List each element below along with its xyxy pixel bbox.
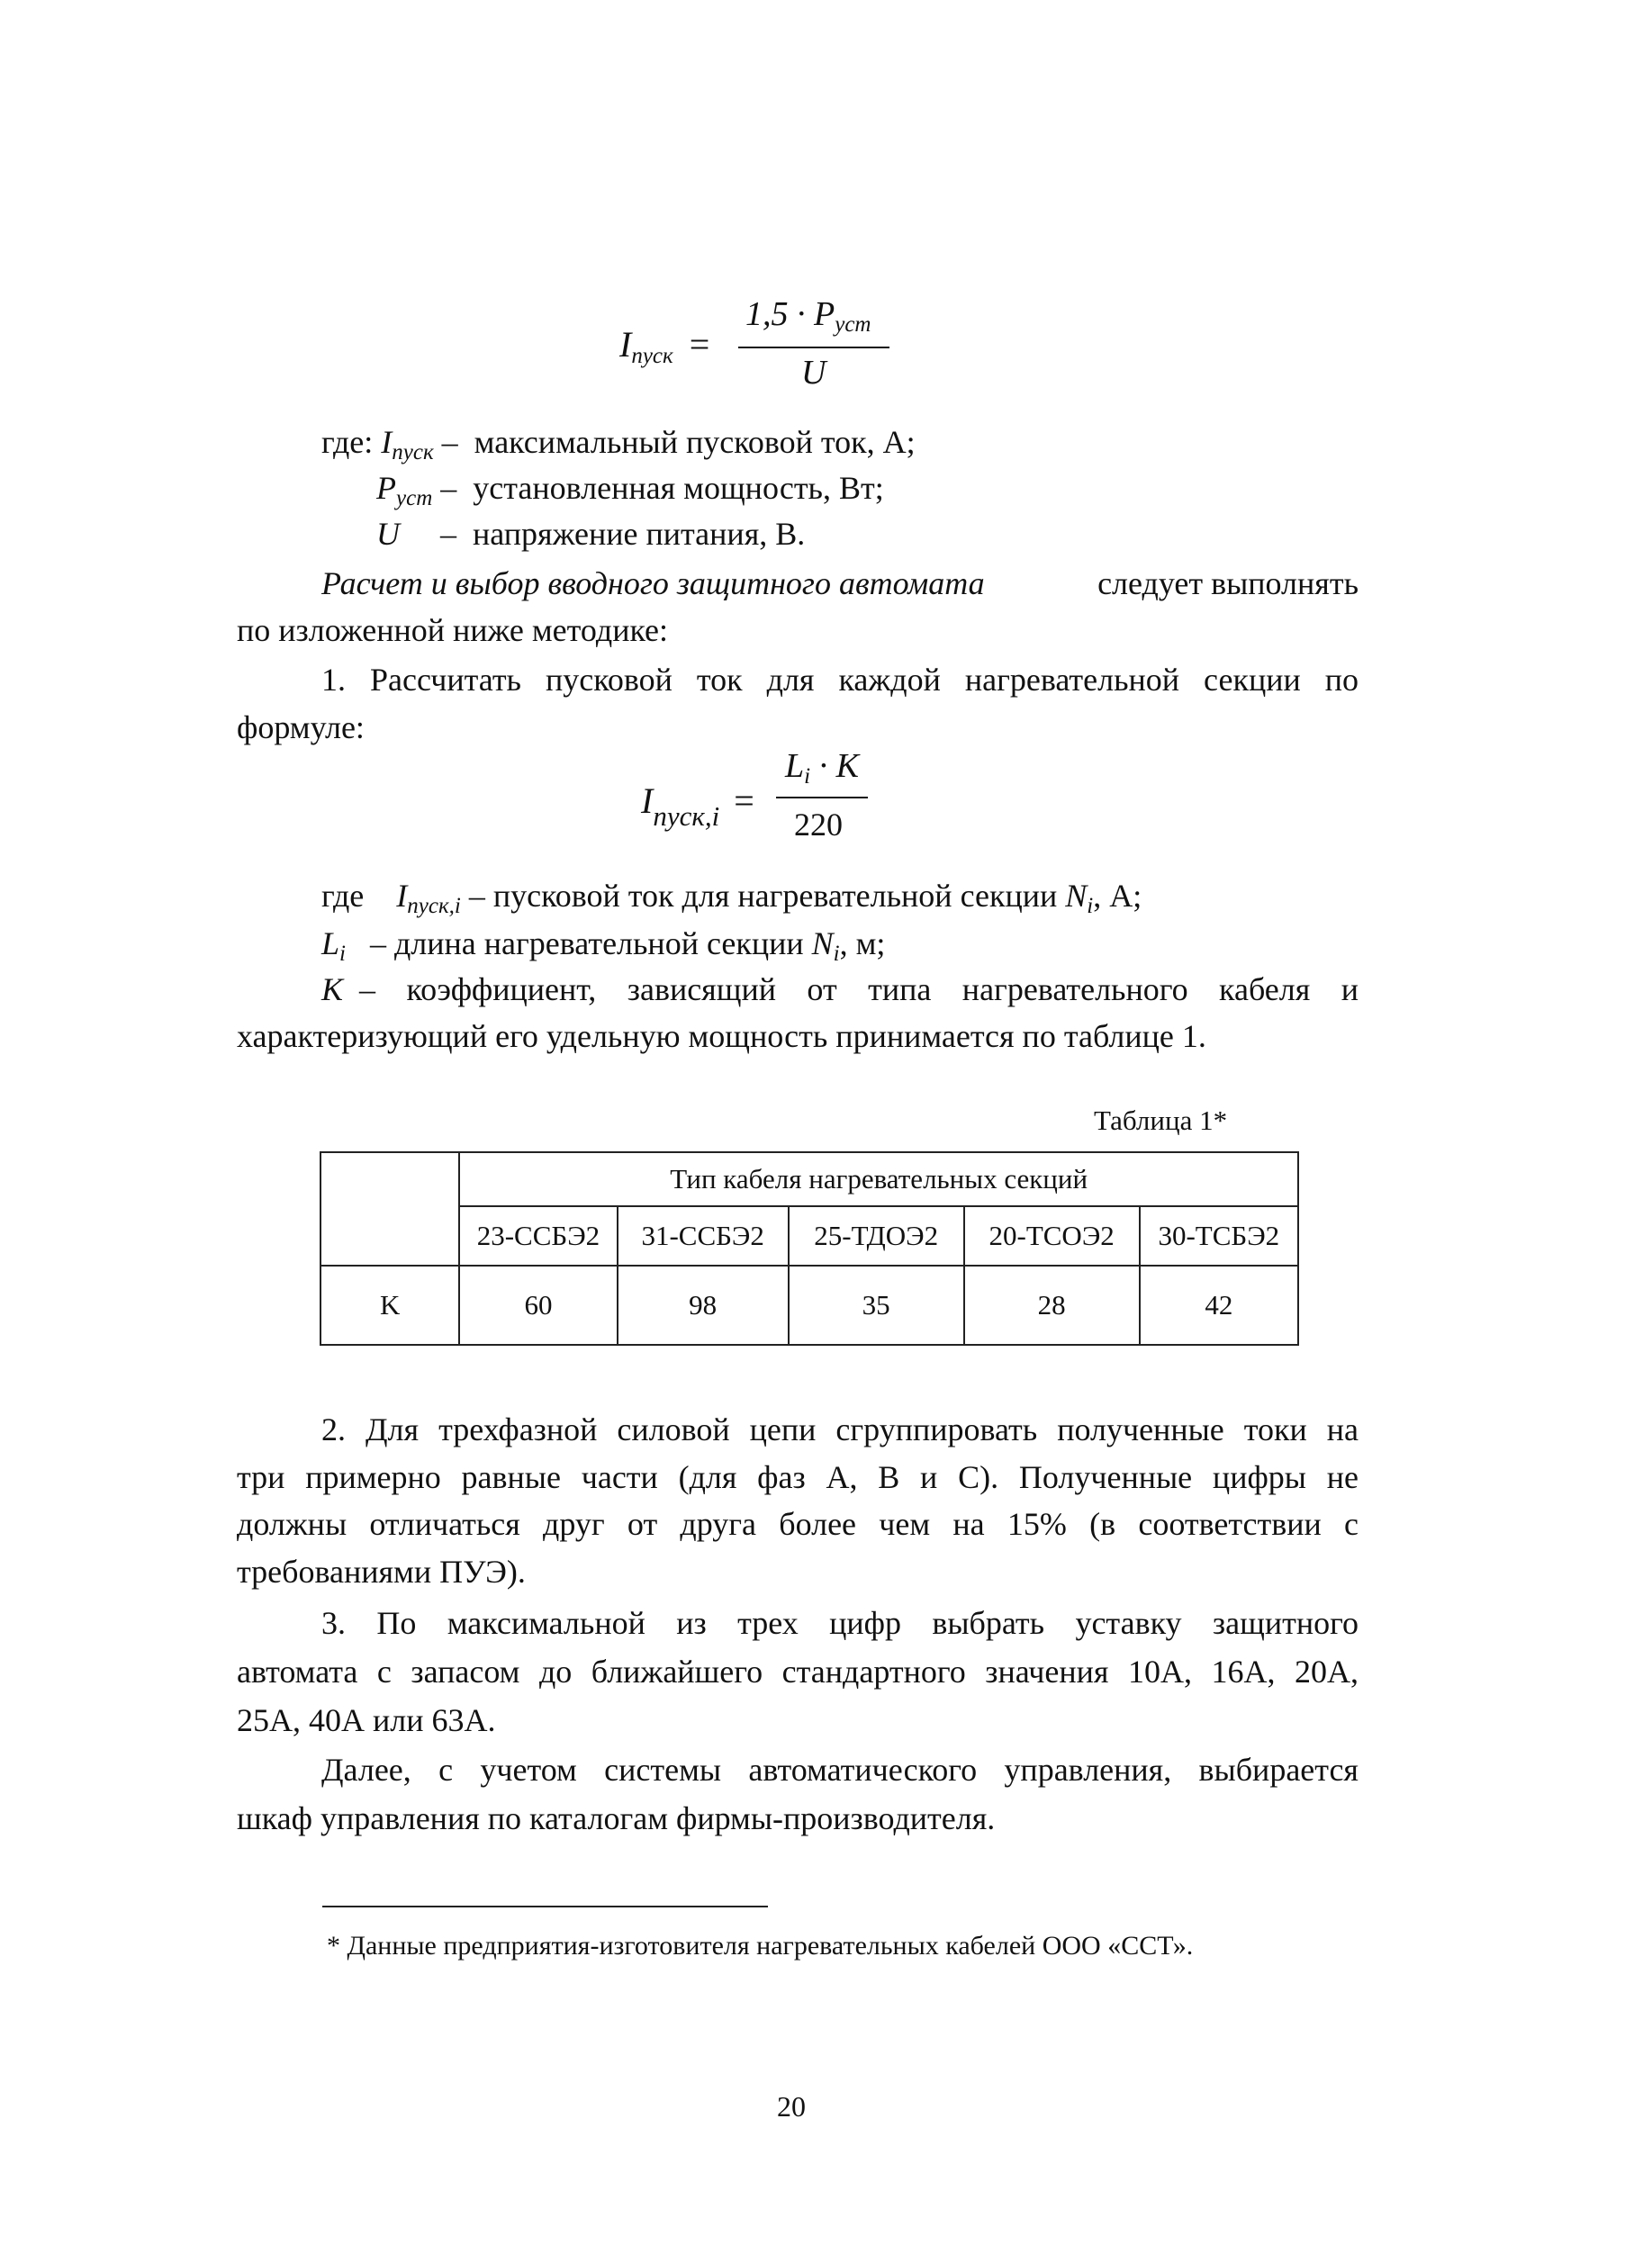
formula-1-fraction-bar: [738, 347, 889, 348]
step-1-line-2: формуле:: [237, 709, 365, 745]
table-caption: Таблица 1*: [1094, 1104, 1228, 1136]
formula-2-fraction-bar: [776, 797, 868, 798]
footnote-separator: [322, 1906, 768, 1907]
formula-2-denominator: 220: [794, 807, 843, 843]
table-col-header: 30-ТСБЭ2: [1140, 1206, 1298, 1266]
table-col-header: 31-ССБЭ2: [618, 1206, 789, 1266]
cable-coefficient-table: [320, 1151, 1299, 1346]
formula-1-denominator: U: [801, 354, 826, 392]
table-cell: 28: [964, 1266, 1140, 1345]
step-1-line-1: 1. Рассчитать пусковой ток для каждой нагревательной секции по: [321, 662, 1359, 698]
def2-line-2: $L_i$ – длина нагревательной секции $N_i$, м;: [321, 925, 886, 966]
def2-line-3: K – коэффициент, зависящий от типа нагревательного кабеля и: [321, 971, 1359, 1007]
step-3-line-2: автомата с запасом до ближайшего стандартного значения 10А, 16А, 20А,: [237, 1654, 1359, 1690]
table-col-header: 25-ТДОЭ2: [789, 1206, 964, 1266]
method-paragraph-line-1: Расчет и выбор вводного защитного автомата следует выполнять: [321, 565, 1359, 601]
formula-1-lhs: $I_{пуск}$ =: [619, 324, 710, 368]
def-line-2: $P_{уст}$ – установленная мощность, Вт;: [376, 470, 884, 510]
def2-line-1: где $I_{пуск,i}$ – пусковой ток для нагревательной секции $N_i$, А;: [321, 878, 1142, 918]
page-number: 20: [777, 2090, 806, 2123]
footnote: * Данные предприятия-изготовителя нагревательных кабелей ООО «ССТ».: [327, 1931, 1194, 1961]
def-line-3: U – напряжение питания, В.: [376, 516, 806, 552]
table-row-label: K: [320, 1266, 459, 1345]
table-col-header: 23-ССБЭ2: [459, 1206, 617, 1266]
step-2-line-3: должны отличаться друг от друга более чем на 15% (в соответствии с: [237, 1506, 1359, 1542]
table-group-header: Тип кабеля нагревательных секций: [459, 1152, 1298, 1206]
formula-1-numerator: $1,5 \cdot P_{уст}$: [745, 295, 871, 337]
table-col-header: 20-ТСОЭ2: [964, 1206, 1140, 1266]
table-cell: 60: [459, 1266, 617, 1345]
step-3-line-3: 25А, 40А или 63А.: [237, 1702, 496, 1738]
method-paragraph-line-2: по изложенной ниже методике:: [237, 612, 669, 648]
final-paragraph-line-2: шкаф управления по каталогам фирмы-производителя.: [237, 1800, 996, 1836]
def-line-1: где: $I_{пуск}$ – максимальный пусковой ток, А;: [321, 424, 916, 464]
final-paragraph-line-1: Далее, с учетом системы автоматического управления, выбирается: [321, 1752, 1359, 1788]
step-3-line-1: 3. По максимальной из трех цифр выбрать уставку защитного: [321, 1605, 1359, 1641]
step-2-line-1: 2. Для трехфазной силовой цепи сгруппировать полученные токи на: [321, 1411, 1359, 1447]
table-empty-corner: [320, 1152, 459, 1266]
step-2-line-2: три примерно равные части (для фаз А, В и С). Полученные цифры не: [237, 1459, 1359, 1495]
formula-2-numerator: $L_i \cdot K$: [785, 747, 859, 789]
table-cell: 42: [1140, 1266, 1298, 1345]
table-cell: 35: [789, 1266, 964, 1345]
table-cell: 98: [618, 1266, 789, 1345]
formula-2-lhs: $I_{пуск,i}$ =: [641, 780, 754, 832]
def2-line-4: характеризующий его удельную мощность принимается по таблице 1.: [237, 1018, 1206, 1054]
step-2-line-4: требованиями ПУЭ).: [237, 1554, 526, 1590]
